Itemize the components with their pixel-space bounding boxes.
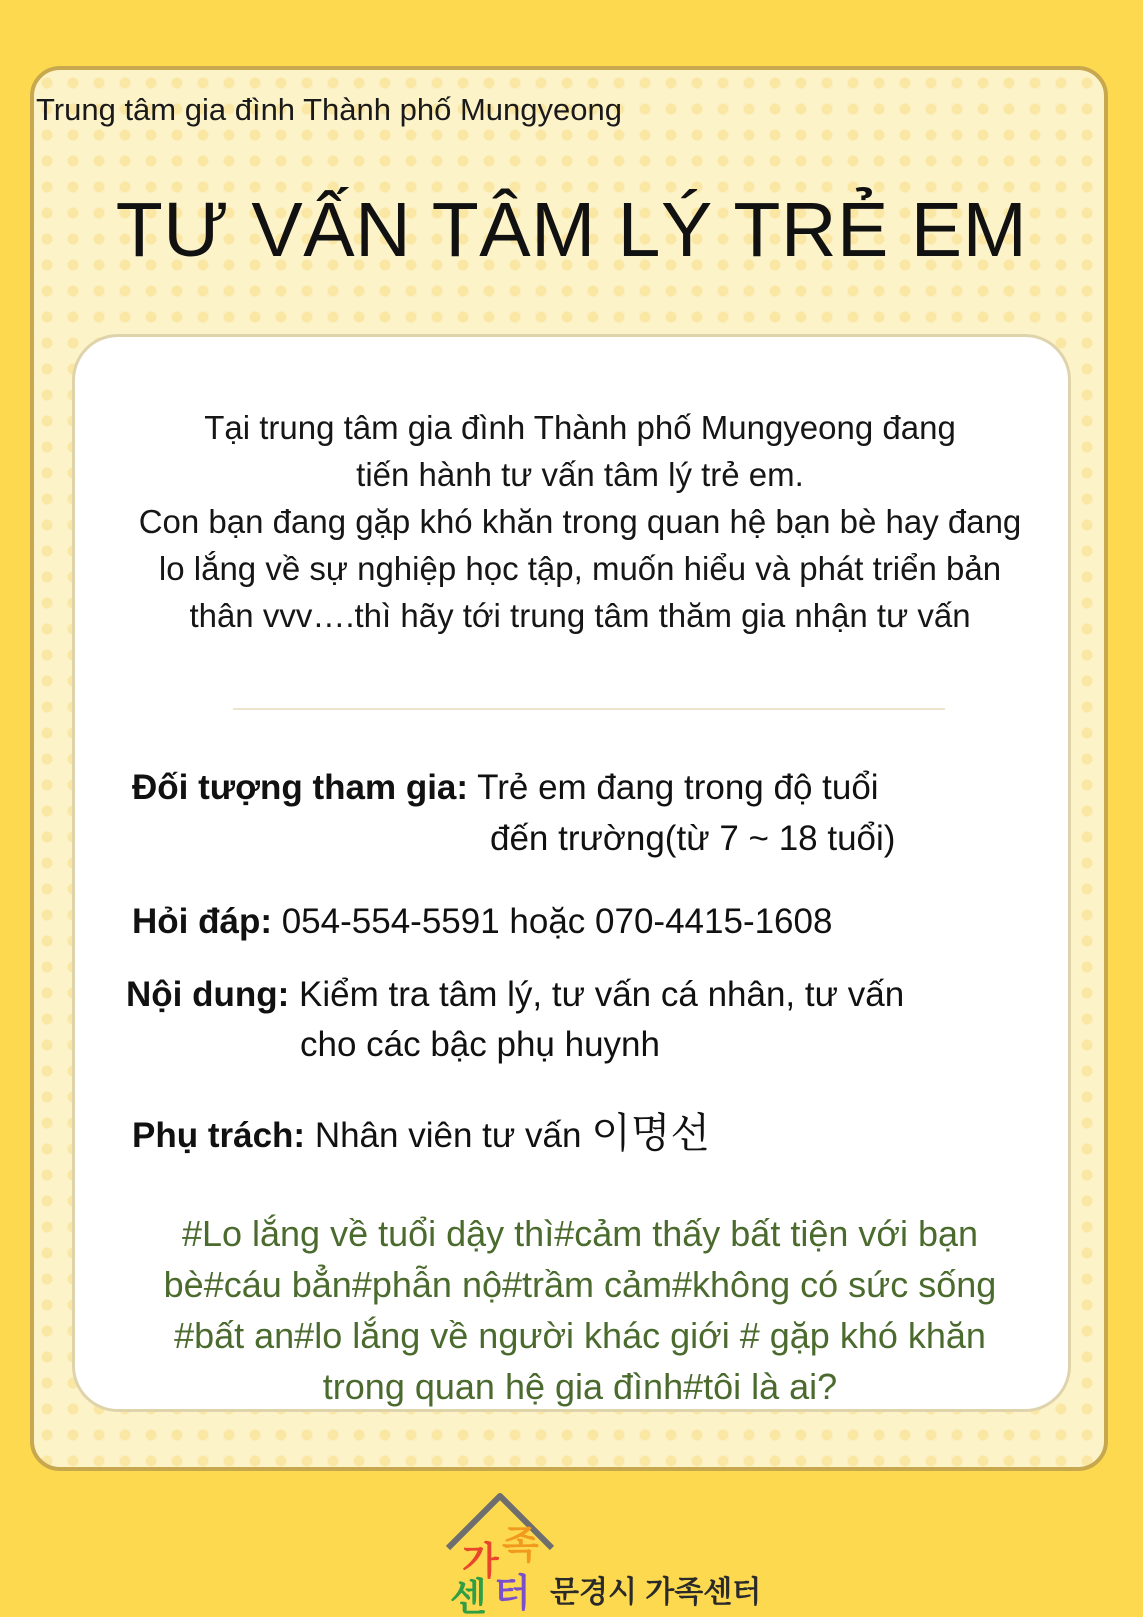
- contact-row: [132, 902, 832, 942]
- logo-letter: 터: [494, 1571, 531, 1615]
- footer-organization: 문경시 가족센터: [550, 1576, 762, 1609]
- intro-line: tiến hành tư vấn tâm lý trẻ em.: [356, 456, 804, 493]
- intro-paragraph: [80, 404, 1080, 639]
- content-label: Nội dung:: [126, 975, 290, 1014]
- target-row: [132, 768, 879, 808]
- target-value: Trẻ em đang trong độ tuổi: [477, 768, 879, 807]
- person-name: 이명선: [591, 1109, 711, 1157]
- page-title: TƯ VẤN TÂM LÝ TRẺ EM: [115, 187, 1028, 273]
- family-center-logo: [440, 1488, 560, 1616]
- intro-line: Tại trung tâm gia đình Thành phố Mungyeong đang: [204, 409, 956, 446]
- hashtag-line: #bất an#lo lắng về người khác giới # gặp khó khăn: [174, 1315, 986, 1356]
- divider: [233, 708, 945, 710]
- intro-line: thân vvv….thì hãy tới trung tâm thăm gia nhận tư vấn: [189, 597, 971, 634]
- content-value: Kiểm tra tâm lý, tư vấn cá nhân, tư vấn: [299, 975, 905, 1014]
- hashtag-line: bè#cáu bẳn#phẫn nộ#trầm cảm#không có sức sống: [163, 1264, 997, 1305]
- logo-letter: 족: [502, 1523, 539, 1567]
- hashtag-line: trong quan hệ gia đình#tôi là ai?: [322, 1366, 838, 1407]
- hashtag-list: [80, 1208, 1080, 1412]
- contact-label: Hỏi đáp:: [132, 902, 272, 941]
- target-label: Đối tượng tham gia:: [132, 768, 469, 807]
- logo-letter: 센: [450, 1575, 487, 1616]
- content-value-continued: cho các bậc phụ huynh: [300, 1025, 660, 1064]
- hashtag-line: #Lo lắng về tuổi dậy thì#cảm thấy bất tiện với bạn: [181, 1213, 979, 1254]
- content-row: [126, 975, 904, 1015]
- person-label: Phụ trách:: [132, 1116, 306, 1155]
- target-value-continued: đến trường(từ 7 ~ 18 tuổi): [490, 819, 896, 858]
- person-value: Nhân viên tư vấn: [314, 1116, 582, 1155]
- intro-line: lo lắng về sự nghiệp học tập, muốn hiểu và phát triển bản: [158, 550, 1002, 587]
- contact-value: 054-554-5591 hoặc 070-4415-1608: [281, 902, 833, 941]
- person-row: [132, 1100, 710, 1159]
- organization-name: Trung tâm gia đình Thành phố Mungyeong: [36, 92, 622, 127]
- logo-letter: 가: [462, 1539, 499, 1583]
- intro-line: Con bạn đang gặp khó khăn trong quan hệ bạn bè hay đang: [138, 503, 1022, 540]
